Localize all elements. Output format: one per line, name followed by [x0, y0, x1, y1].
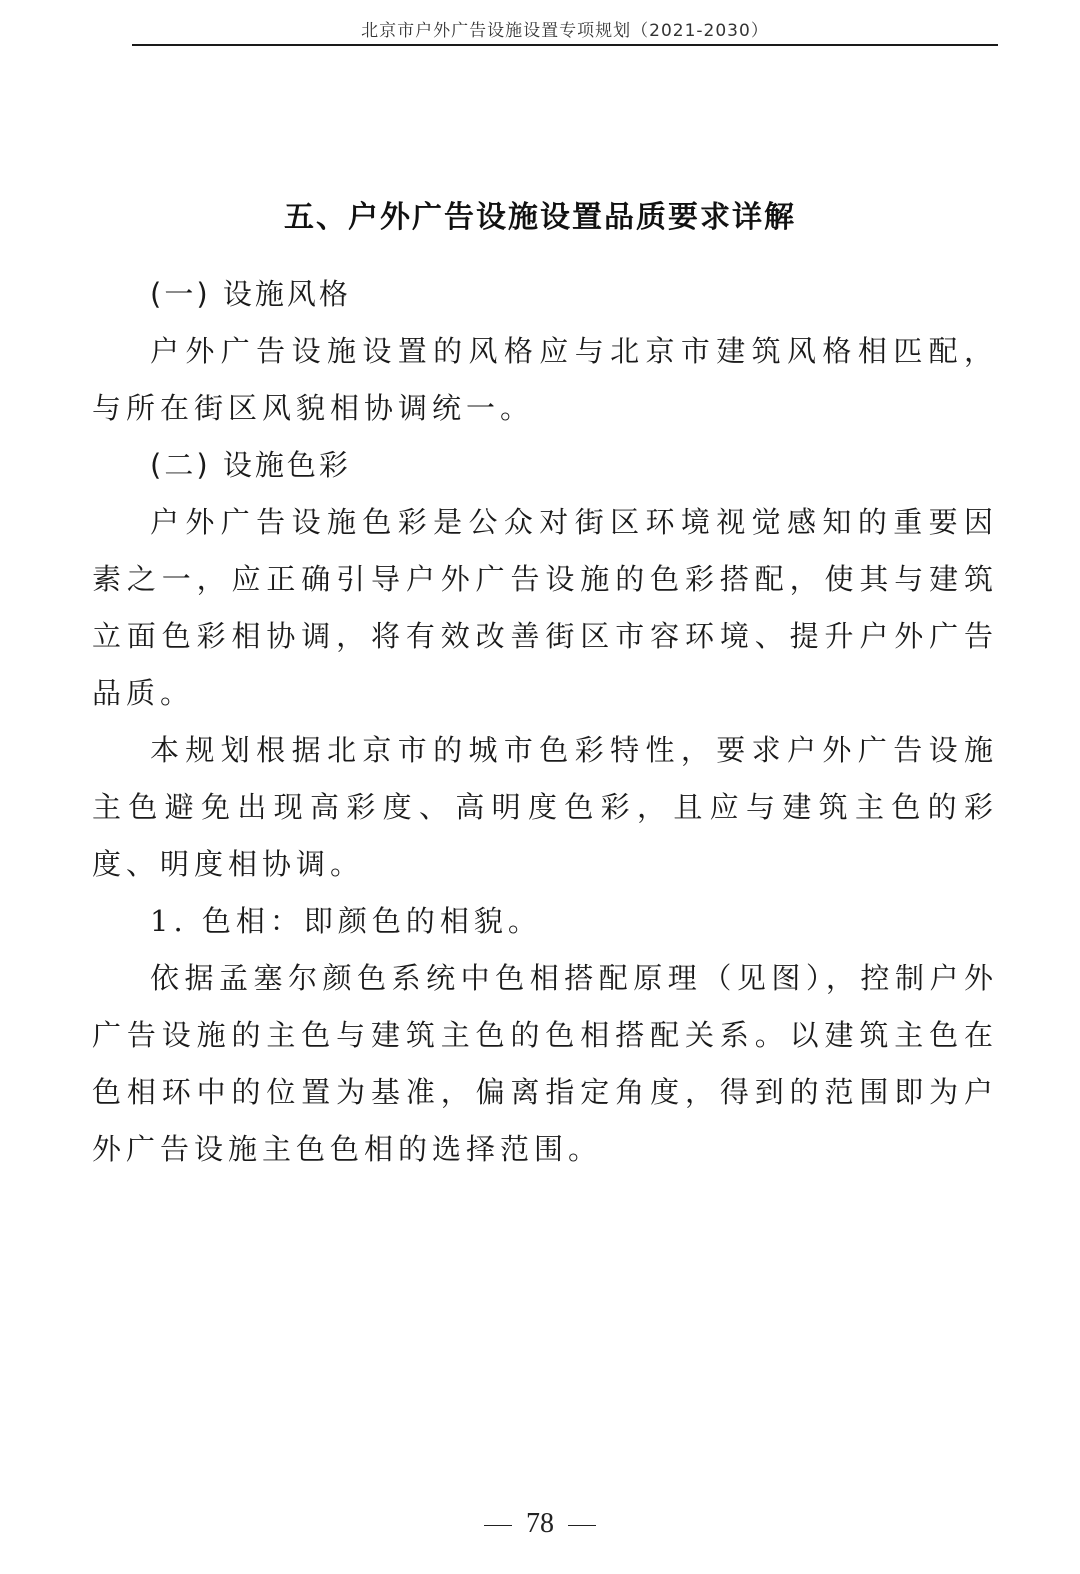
page-number-value: 78: [526, 1508, 554, 1539]
dash-right: [568, 1525, 596, 1527]
item-hue-heading: 1. 色相：即颜色的相貌。: [150, 904, 542, 938]
body-text: [92, 266, 998, 1178]
paragraph-facility-color-1: 户外广告设施色彩是公众对街区环境视觉感知的重要因素之一，应正确引导户外广告设施的色彩搭配，使其与建筑立面色彩相协调，将有效改善街区市容环境、提升户外广告品质。: [92, 505, 998, 710]
subheading-facility-color: (二) 设施色彩: [150, 448, 351, 482]
paragraph-hue: 依据孟塞尔颜色系统中色相搭配原理（见图），控制户外广告设施的主色与建筑主色的色相搭配关系。以建筑主色在色相环中的位置为基准，偏离指定角度，得到的范围即为户外广告设施主色色相的选择范围。: [92, 961, 998, 1166]
header-rule: [132, 44, 998, 46]
subheading-facility-style: (一) 设施风格: [150, 277, 351, 311]
running-header: 北京市户外广告设施设置专项规划（2021-2030）: [361, 21, 769, 41]
dash-left: [484, 1525, 512, 1527]
paragraph-facility-color-2: 本规划根据北京市的城市色彩特性，要求户外广告设施主色避免出现高彩度、高明度色彩，且应与建筑主色的彩度、明度相协调。: [92, 733, 998, 881]
paragraph-facility-style: 户外广告设施设置的风格应与北京市建筑风格相匹配，与所在街区风貌相协调统一。: [92, 334, 998, 425]
section-title: 五、户外广告设施设置品质要求详解: [284, 200, 796, 235]
page-number: [0, 1508, 1080, 1540]
